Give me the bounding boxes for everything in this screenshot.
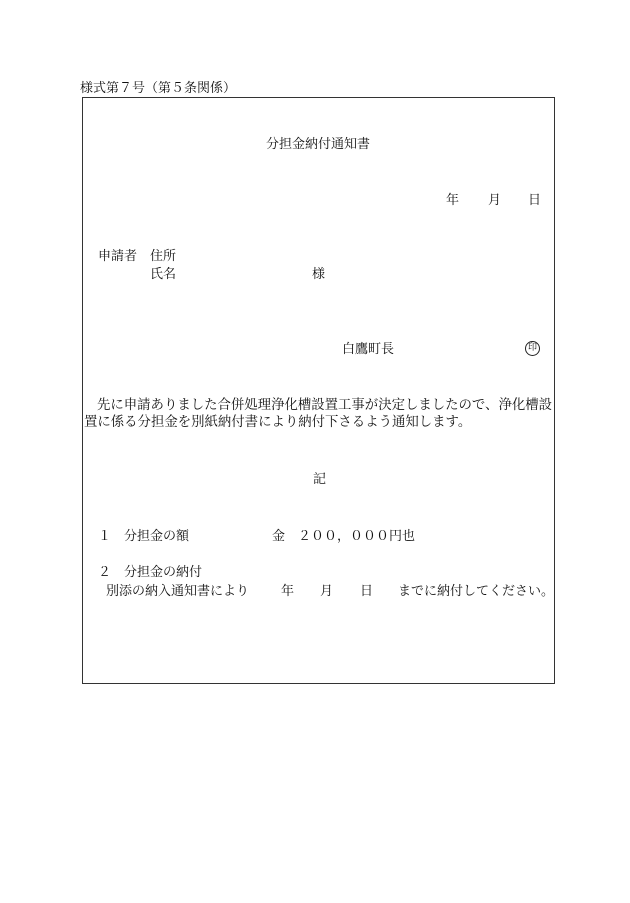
address-label: 住所 — [150, 249, 177, 264]
date-year: 年 — [446, 193, 460, 208]
seal-mark: 印 — [525, 341, 540, 356]
applicant-label: 申請者 — [98, 249, 138, 264]
item2-label: 分担金の納付 — [124, 565, 203, 580]
ki-heading: 記 — [313, 472, 327, 487]
honorific: 様 — [312, 267, 326, 282]
form-label: 様式第７号（第５条関係） — [80, 81, 237, 96]
body-text-line-2: 置に係る分担金を別紙納付書により納付下さるよう通知します。 — [84, 415, 472, 430]
body-text-line-1: 先に申請ありました合併処理浄化槽設置工事が決定しましたので、浄化槽設 — [97, 398, 553, 413]
issuer-name: 白鷹町長 — [342, 342, 395, 357]
date-day: 日 — [528, 193, 542, 208]
item1-label: 分担金の額 — [124, 529, 190, 544]
item1-amount: 金 ２００，０００円也 — [272, 529, 416, 544]
date-month: 月 — [488, 193, 502, 208]
item2-number: ２ — [98, 565, 112, 580]
item2-month: 月 — [320, 584, 334, 599]
item2-year: 年 — [281, 584, 295, 599]
item2-detail-prefix: 別添の納入通知書により — [106, 584, 250, 599]
item2-day: 日 — [360, 584, 374, 599]
document-title: 分担金納付通知書 — [266, 137, 371, 152]
name-label: 氏名 — [150, 267, 177, 282]
item1-number: １ — [98, 529, 112, 544]
item2-detail-suffix: までに納付してください。 — [398, 584, 555, 599]
